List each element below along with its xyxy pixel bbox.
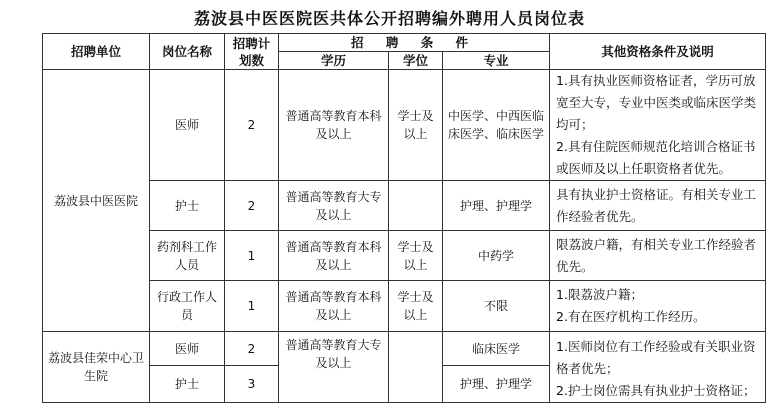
count-cell: 2 [225, 70, 279, 181]
count-cell: 2 [225, 181, 279, 231]
note-cell: 限荔波户籍，有相关专业工作经验者优先。 [550, 231, 766, 281]
note-cell [550, 70, 766, 181]
major-cell: 护理、护理学 [443, 181, 550, 231]
table-row [43, 332, 766, 366]
degree-cell: 学士及以上 [389, 231, 443, 281]
degree-cell: 学士及以上 [389, 281, 443, 332]
degree-cell [389, 181, 443, 231]
degree-cell: 学士及以上 [389, 70, 443, 181]
header-major: 专业 [443, 52, 550, 70]
page-title: 荔波县中医医院医共体公开招聘编外聘用人员岗位表 [193, 9, 585, 28]
note-line: 2.具有住院医师规范化培训合格证书或医师及以上任职资格者优先。 [556, 139, 756, 176]
major-cell: 临床医学 [443, 332, 550, 366]
education-cell: 普通高等教育本科及以上 [279, 70, 389, 181]
major-cell: 护理、护理学 [443, 366, 550, 403]
position-cell: 医师 [150, 332, 225, 366]
header-other: 其他资格条件及说明 [550, 34, 766, 70]
header-count: 招聘计划数 [225, 34, 279, 70]
positions-table [42, 33, 766, 403]
count-cell: 1 [225, 281, 279, 332]
major-cell: 中医学、中西医临床医学、临床医学 [443, 70, 550, 181]
table-row [43, 70, 766, 181]
education-cell: 普通高等教育本科及以上 [279, 231, 389, 281]
note-line: 2.护士岗位需具有执业护士资格证； [556, 383, 756, 398]
note-line: 2.有在医疗机构工作经历。 [556, 309, 706, 324]
major-cell: 不限 [443, 281, 550, 332]
note-line: 1.限荔波户籍； [556, 287, 643, 302]
header-education: 学历 [279, 52, 389, 70]
table-row [43, 231, 766, 281]
note-cell: 具有执业护士资格证。有相关专业工作经验者优先。 [550, 181, 766, 231]
header-unit: 招聘单位 [43, 34, 150, 70]
header-conditions: 招 聘 条 件 [279, 34, 550, 52]
note-line: 1.具有执业医师资格证者，学历可放宽至大专，专业中医类或临床医学类均可； [556, 73, 757, 132]
table-row [43, 181, 766, 231]
position-cell: 护士 [150, 181, 225, 231]
count-cell: 3 [225, 366, 279, 403]
count-cell: 2 [225, 332, 279, 366]
education-cell: 普通高等教育本科及以上 [279, 281, 389, 332]
note-cell [550, 332, 766, 403]
education-cell: 普通高等教育大专及以上 [279, 332, 389, 403]
position-cell: 行政工作人员 [150, 281, 225, 332]
degree-cell [389, 332, 443, 403]
header-degree: 学位 [389, 52, 443, 70]
table-row [43, 281, 766, 332]
position-cell: 药剂科工作人员 [150, 231, 225, 281]
position-cell: 护士 [150, 366, 225, 403]
unit-cell: 荔波县佳荣中心卫生院 [43, 332, 150, 403]
unit-cell: 荔波县中医医院 [43, 70, 150, 332]
education-cell: 普通高等教育大专及以上 [279, 181, 389, 231]
note-line: 1.医师岗位有工作经验或有关职业资格者优先； [556, 339, 756, 376]
position-cell: 医师 [150, 70, 225, 181]
major-cell: 中药学 [443, 231, 550, 281]
header-position: 岗位名称 [150, 34, 225, 70]
note-cell [550, 281, 766, 332]
count-cell: 1 [225, 231, 279, 281]
